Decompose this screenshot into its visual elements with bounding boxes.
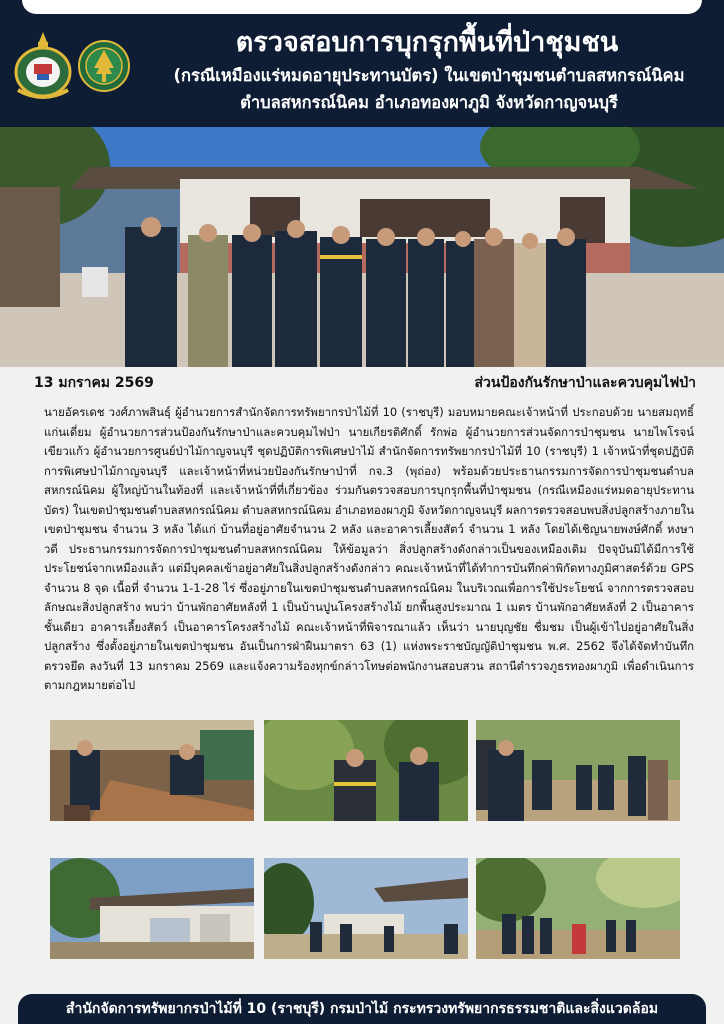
top-white-bar: [22, 0, 702, 14]
photo-group-walking-hillside: [476, 858, 680, 959]
footer-banner: สำนักจัดการทรัพยากรป่าไม้ที่ 10 (ราชบุรี) กรมป่าไม้ กระทรวงทรัพยากรธรรมชาติและสิ่งแวดล้อม: [18, 994, 706, 1024]
photo-officers-in-forest: [264, 720, 468, 821]
photo-team-on-dirt-road: [476, 720, 680, 821]
hero-photo-group-officials: [0, 127, 724, 367]
forest-department-seal-logo: [78, 40, 130, 92]
page-subtitle-line-2: ตำบลสหกรณ์นิคม อำเภอทองผาภูมิ จังหวัดกาญจนบุรี: [240, 93, 618, 112]
page-subtitle-line-1: (กรณีเหมืองแร่หมดอายุประทานบัตร) ในเขตป่าชุมชนตำบลสหกรณ์นิคม: [173, 66, 685, 85]
header-banner: [0, 0, 724, 127]
photo-building-and-tank: [50, 858, 254, 959]
news-body-paragraph: นายอัครเดช วงศ์ภาพสินธุ์ ผู้อำนวยการสำนักจัดการทรัพยากรป่าไม้ที่ 10 (ราชบุรี) มอบหมายคณะเจ้าหน้าที่ ประกอบด้วย นายสมฤทธิ์ แก่นเดี่ยม ผู้อำนวยการส่วนป้องกันรักษาป่าและควบคุมไฟป่า นายเกียรติศักดิ์ รักพ่อ ผู้อำนวยการส่วนจัดการป่าชุมชน นายไพโรจน์ เขียวแก้ว ผู้อำนวยการศูนย์ป่าไม้กาญจนบุรี ชุดปฏิบัติการพิเศษป่าไม้ สำนักจัดการทรัพยากรป่าไม้ที่ 10 (ราชบุรี) 1 เจ้าหน้าที่ชุดปฏิบัติการพิเศษป่าไม้กาญจนบุรี และเจ้าหน้าที่หน่วยป้องกันรักษาป่าที่ กจ.3 (พุถ่อง) พร้อมด้วยประธานกรรมการจัดการป่าชุมชนตำบลสหกรณ์นิคม ผู้ใหญ่บ้านในท้องที่ และเจ้าหน้าที่ที่เกี่ยวข้อง ร่วมกันตรวจสอบการบุกรุกพื้นที่ป่าชุมชน (กรณีเหมืองแร่หมดอายุประทานบัตร) ในเขตป่าชุมชนตำบลสหกรณ์นิคม ตำบลสหกรณ์นิคม อำเภอทองผาภูมิ จังหวัดกาญจนบุรี ผลการตรวจสอบพบสิ่งปลูกสร้างภายในเขตป่าชุมชน จำนวน 3 หลัง ได้แก่ บ้านที่อยู่อาศัยจำนวน 2 หลัง และอาคารเลี้ยงสัตว์ จำนวน 1 หลัง โดยได้เชิญนายพงษ์ศักดิ์ หงษาวดี ประธานกรรมการจัดการป่าชุมชนตำบลสหกรณ์นิคม ให้ข้อมูลว่า สิ่งปลูกสร้างดังกล่าวเป็นของเหมืองเดิม ปัจจุบันมิได้มีการใช้ประโยชน์จากเหมืองแล้ว แต่มีบุคคลเข้าอยู่อาศัยในสิ่งปลูกสร้างดังกล่าว คณะเจ้าหน้าที่ได้ทำการบันทึกค่าพิกัดทางภูมิศาสตร์ด้วย GPS จำนวน 8 จุด เนื้อที่ จำนวน 1-1-28 ไร่ ซึ่งอยู่ภายในเขตป่าชุมชนตำบลสหกรณ์นิคม ในบริเวณเพื่อการใช้ประโยชน์ จากการตรวจสอบลักษณะสิ่งปลูกสร้าง พบว่า บ้านพักอาศัยหลังที่ 1 เป็นบ้านปูนโครงสร้างไม้ ยกพื้นสูงประมาณ 1 เมตร บ้านพักอาศัยหลังที่ 2 เป็นอาคารชั้นเดียว อาคารเลี้ยงสัตว์ เป็นอาคารโครงสร้างไม้ คณะเจ้าหน้าที่พิจารณาแล้ว เห็นว่า นายบุญชัย ชื่มชม เป็นผู้เข้าไปอยู่อาศัยในสิ่งปลูกสร้าง ซึ่งตั้งอยู่ภายในเขตป่าชุมชน อันเป็นการฝ่าฝืนมาตรา 63 (1) แห่งพระราชบัญญัติป่าชุมชน พ.ศ. 2562 จึงได้จัดทำบันทึกตรวจยึด ลงวันที่ 13 มกราคม 2569 และแจ้งความร้องทุกข์กล่าวโทษต่อพนักงานสอบสวน สถานีตำรวจภูธรทองผาภูมิ เพื่อดำเนินการตามกฎหมายต่อไป: [44, 405, 694, 692]
photo-meeting-at-table: [50, 720, 254, 821]
photo-group-near-shed: [264, 858, 468, 959]
page-title: ตรวจสอบการบุกรุกพื้นที่ป่าชุมชน: [235, 27, 619, 58]
news-agency: ส่วนป้องกันรักษาป่าและควบคุมไฟป่า: [474, 375, 696, 391]
news-date: 13 มกราคม 2569: [34, 375, 154, 391]
royal-emblem-logo: [12, 30, 74, 100]
